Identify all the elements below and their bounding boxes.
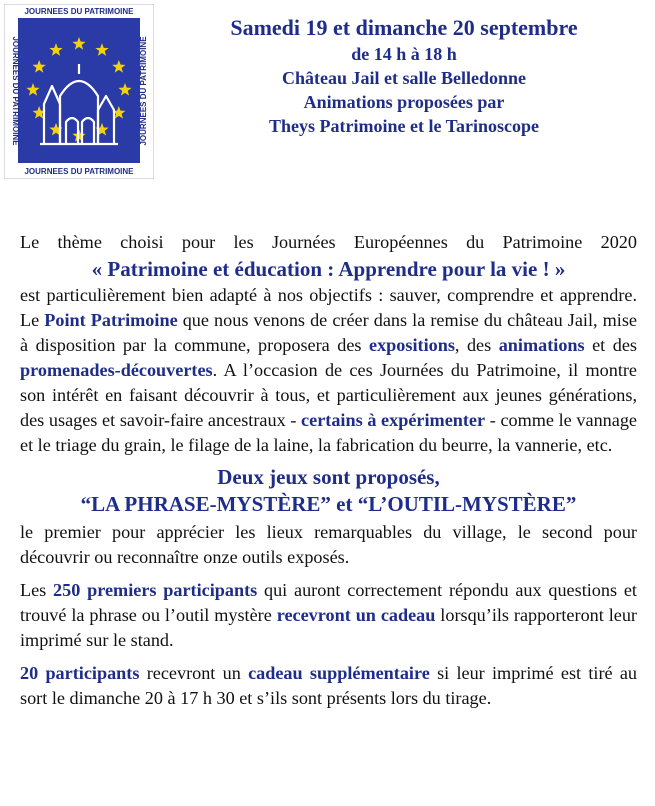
logo-bottom-text: JOURNEES DU PATRIMOINE [24,167,134,176]
event-dates: Samedi 19 et dimanche 20 septembre [230,15,578,40]
theme-title: « Patrimoine et éducation : Apprendre pour la vie ! » [91,257,566,281]
logo-left-text: JOURNEES DU PATRIMOINE [11,36,20,146]
highlight-20-participants: 20 participants [20,663,140,683]
article-body [20,230,637,711]
highlight-250-participants: 250 premiers participants [53,580,258,600]
highlight-expositions: expositions [369,335,455,355]
intro-text: Le thème choisi pour les Journées Européennes du Patrimoine 2020 [20,232,637,252]
paragraph-games: le premier pour apprécier les lieux remarquables du village, le second pour découvrir ou reconnaître onze outils exposés. [20,522,637,567]
highlight-experimenter: certains à expérimenter [301,410,486,430]
event-venue: Château Jail et salle Belledonne [282,68,526,88]
paragraph-objectives: est particulièrement bien adapté à nos objectifs : sauver, comprendre et apprendre. Le Point Patrimoine que nous venons de créer dans la remise du château Jail, mise à disposition par la commune, proposera des expositions, des animations et des promenades-découvertes. A l’occasion de ces Journées du Patrimoine, il montre son intérêt en faisant découvrir à tous, et particulièrement aux jeunes générations, des usages et savoir-faire ancestraux - certains à expérimenter - comme le vannage et le triage du grain, le filage de la laine, la fabrication du beurre, la vannerie, etc. [20,285,637,455]
games-title-line2: “LA PHRASE-MYSTÈRE” et “L’OUTIL-MYSTÈRE” [80,492,577,516]
logo-top-text: JOURNEES DU PATRIMOINE [24,7,134,16]
highlight-promenades: promenades-découvertes [20,360,213,380]
journees-du-patrimoine-logo [4,4,154,179]
event-organizers-label: Animations proposées par [303,92,505,112]
games-title [20,464,637,518]
event-header [170,14,638,138]
games-title-line1: Deux jeux sont proposés, [217,465,440,489]
highlight-cadeau: recevront un cadeau [276,605,436,625]
event-hours: de 14 h à 18 h [351,44,457,64]
highlight-animations: animations [498,335,585,355]
logo-right-text: JOURNEES DU PATRIMOINE [139,36,148,146]
event-organizers: Theys Patrimoine et le Tarinoscope [269,116,539,136]
paragraph-prizes: Les 250 premiers participants qui auront correctement répondu aux questions et trouvé la phrase ou l’outil mystère recevront un cadeau lorsqu’ils rapporteront leur imprimé sur le stand. [20,580,637,650]
highlight-cadeau-supplementaire: cadeau supplémentaire [248,663,430,683]
paragraph-draw: 20 participants recevront un cadeau supplémentaire si leur imprimé est tiré au sort le dimanche 20 à 17 h 30 et s’ils sont présents lors du tirage. [20,663,638,708]
highlight-point-patrimoine: Point Patrimoine [44,310,178,330]
